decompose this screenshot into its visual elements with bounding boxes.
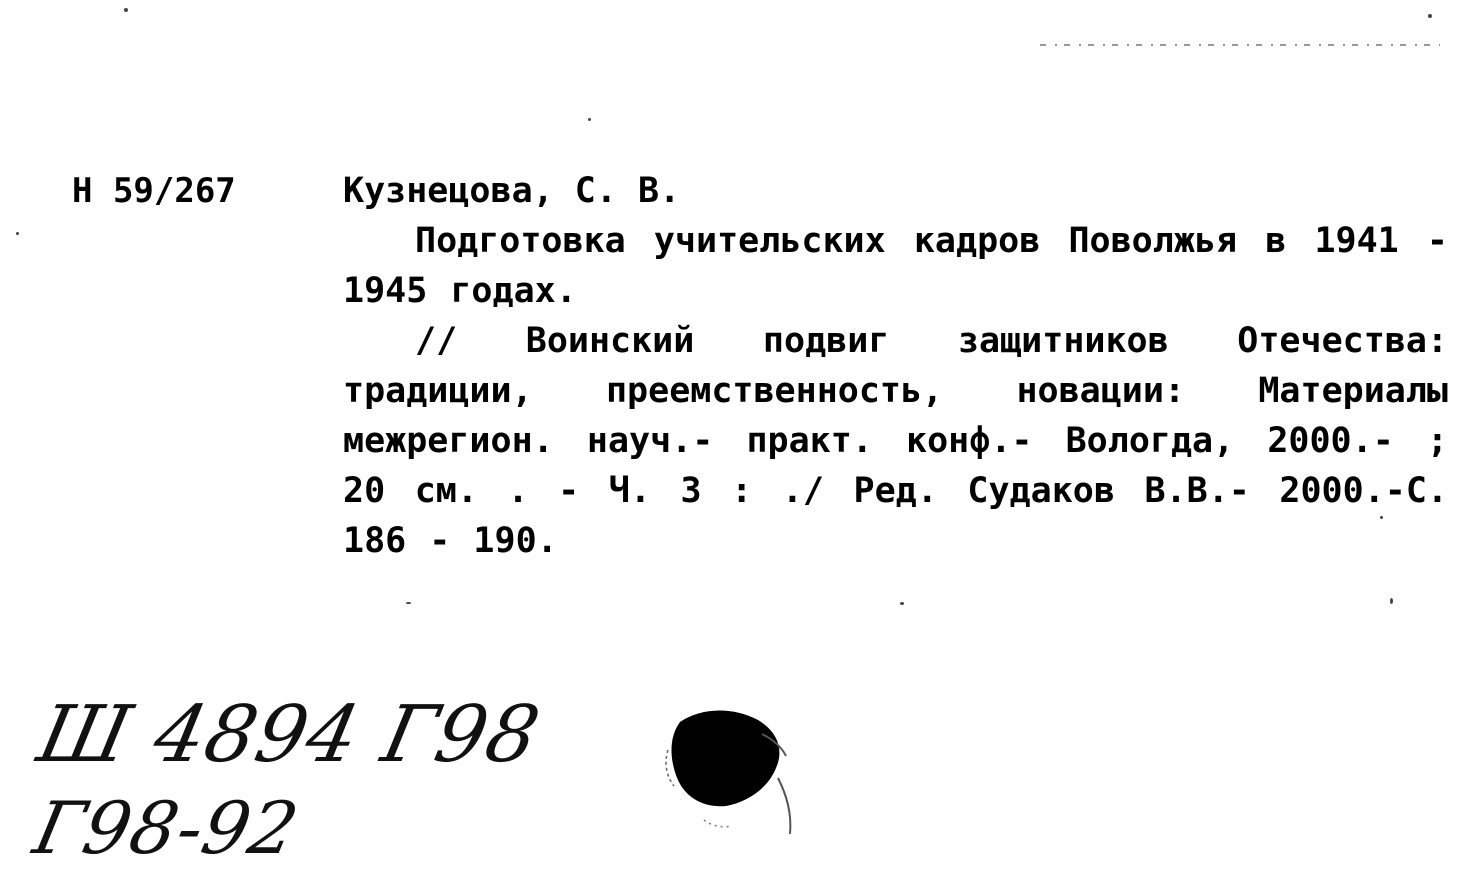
scan-speck (1390, 598, 1393, 604)
scan-speck (16, 232, 19, 235)
punch-hole-icon (660, 702, 800, 852)
scan-speck (588, 118, 591, 121)
scan-speck (1428, 14, 1432, 18)
scan-noise-line (1040, 44, 1440, 46)
scan-speck (406, 602, 411, 604)
scan-speck (900, 602, 904, 605)
title-paragraph: Подготовка учительских кадров Поволжья в 1941 - 1945 годах. (343, 221, 1448, 311)
handwritten-inventory-number: Ш 4894 Г98 (30, 690, 548, 780)
scan-speck (1380, 516, 1383, 519)
shelf-mark: Н 59/267 (72, 171, 236, 211)
author-heading: Кузнецова, С. В. (343, 171, 681, 211)
bibliographic-entry (343, 166, 1448, 566)
scan-speck (124, 8, 128, 12)
source-paragraph: // Воинский подвиг защитников Отечества: традиции, преемственность, новации: Материалы межрегион. науч.- практ. конф.- Вологда, 2000.- ; 20 см. . - Ч. 3 : ./ Ред. Судаков В.В.- 2000.-С. 186 - 190. (343, 321, 1448, 561)
handwritten-classification-code: Г98-92 (27, 786, 307, 870)
